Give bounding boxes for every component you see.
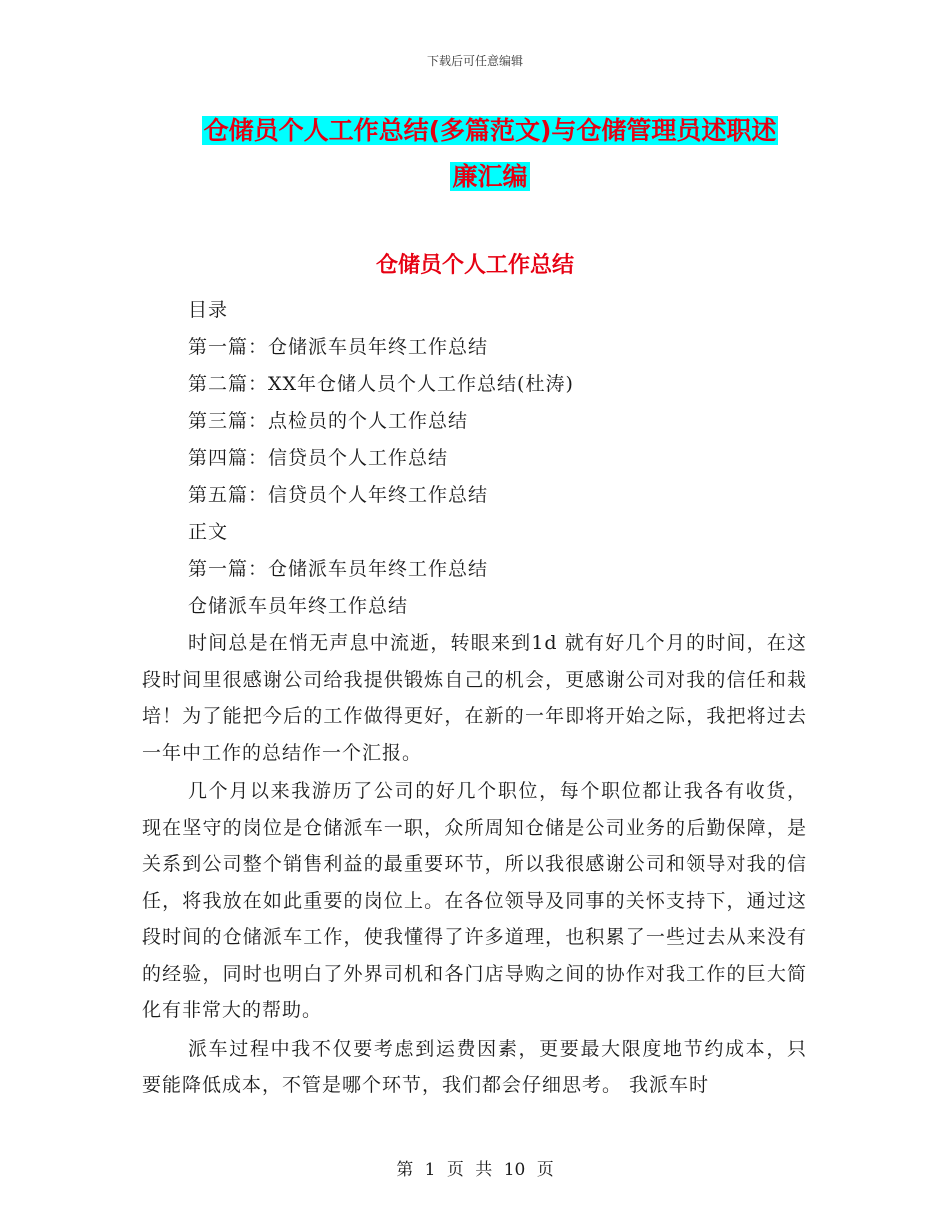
toc-item: 第四篇：信贷员个人工作总结 xyxy=(188,447,449,469)
paragraph: 时间总是在悄无声息中流逝，转眼来到1d 就有好几个月的时间，在这段时间里很感谢公司给我提供锻炼自己的机会，更感谢公司对我的信任和栽培！为了能把今后的工作做得更好，在新的一年即将开始之际，我把将过去一年中工作的总结作一个汇报。 xyxy=(142,632,807,764)
paragraph: 派车过程中我不仅要考虑到运费因素，更要最大限度地节约成本，只要能降低成本，不管是哪个环节，我们都会仔细思考。 我派车时 xyxy=(142,1037,807,1096)
title-line-1: 仓储员个人工作总结(多篇范文)与仓储管理员述职述 xyxy=(203,116,777,145)
toc-item: 第三篇：点检员的个人工作总结 xyxy=(188,410,469,432)
page-footer: 第 1 页 共 10 页 xyxy=(396,1160,554,1180)
article-body xyxy=(142,625,807,1106)
toc-item: 第二篇：XX年仓储人员个人工作总结(杜涛) xyxy=(188,373,574,395)
document-title xyxy=(150,108,830,200)
header-note: 下载后可任意编辑 xyxy=(426,54,523,68)
toc-item: 第五篇：信贷员个人年终工作总结 xyxy=(188,484,489,506)
article-subtitle: 仓储派车员年终工作总结 xyxy=(188,595,409,617)
title-line-2: 廉汇编 xyxy=(452,162,528,191)
table-of-contents xyxy=(188,292,574,625)
section-title: 仓储员个人工作总结 xyxy=(375,253,574,278)
body-heading: 正文 xyxy=(188,521,229,543)
toc-item: 第一篇：仓储派车员年终工作总结 xyxy=(188,336,489,358)
article-heading: 第一篇：仓储派车员年终工作总结 xyxy=(188,558,489,580)
paragraph: 几个月以来我游历了公司的好几个职位，每个职位都让我各有收货，现在坚守的岗位是仓储派车一职，众所周知仓储是公司业务的后勤保障，是关系到公司整个销售利益的最重要环节，所以我很感谢公司和领导对我的信任，将我放在如此重要的岗位上。在各位领导及同事的关怀支持下，通过这段时间的仓储派车工作，使我懂得了许多道理，也积累了一些过去从来没有的经验，同时也明白了外界司机和各门店导购之间的协作对我工作的巨大简化有非常大的帮助。 xyxy=(142,780,807,1021)
toc-heading: 目录 xyxy=(188,299,229,321)
